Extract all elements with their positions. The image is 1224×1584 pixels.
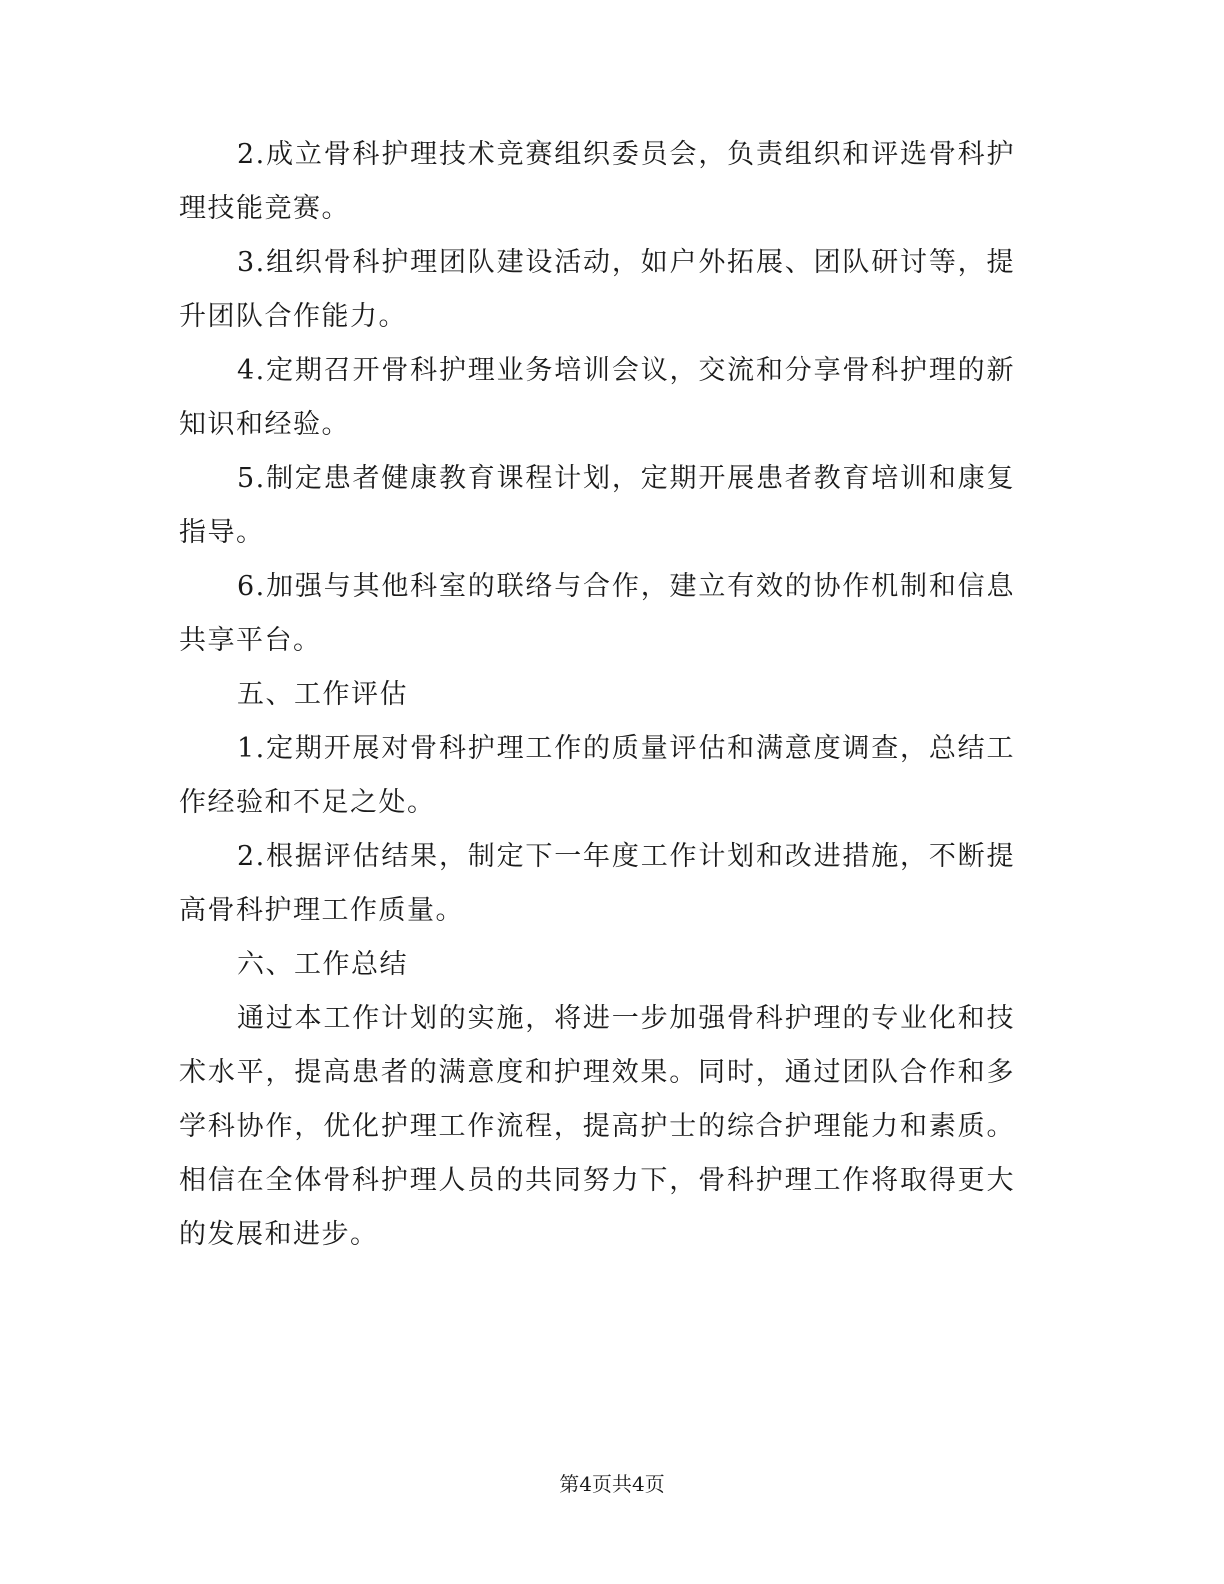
list-item-patient-education: 5.制定患者健康教育课程计划，定期开展患者教育培训和康复指导。 [179,463,1015,548]
document-page [179,128,1015,1262]
list-item-quality-evaluation: 1.定期开展对骨科护理工作的质量评估和满意度调查，总结工作经验和不足之处。 [179,733,1015,818]
section-heading-evaluation: 五、工作评估 [237,679,408,710]
summary-paragraph: 通过本工作计划的实施，将进一步加强骨科护理的专业化和技术水平，提高患者的满意度和护理效果。同时，通过团队合作和多学科协作，优化护理工作流程，提高护士的综合护理能力和素质。相信在全体骨科护理人员的共同努力下，骨科护理工作将取得更大的发展和进步。 [179,1003,1015,1250]
page-number-footer: 第4页共4页 [559,1472,665,1496]
list-item-team-building: 3.组织骨科护理团队建设活动，如户外拓展、团队研讨等，提升团队合作能力。 [179,247,1015,332]
section-heading-summary: 六、工作总结 [237,949,408,980]
list-item-department-cooperation: 6.加强与其他科室的联络与合作，建立有效的协作机制和信息共享平台。 [179,571,1015,656]
list-item-competition-committee: 2.成立骨科护理技术竞赛组织委员会，负责组织和评选骨科护理技能竞赛。 [179,139,1015,224]
list-item-improvement-plan: 2.根据评估结果，制定下一年度工作计划和改进措施，不断提高骨科护理工作质量。 [179,841,1015,926]
list-item-training-meetings: 4.定期召开骨科护理业务培训会议，交流和分享骨科护理的新知识和经验。 [179,355,1015,440]
